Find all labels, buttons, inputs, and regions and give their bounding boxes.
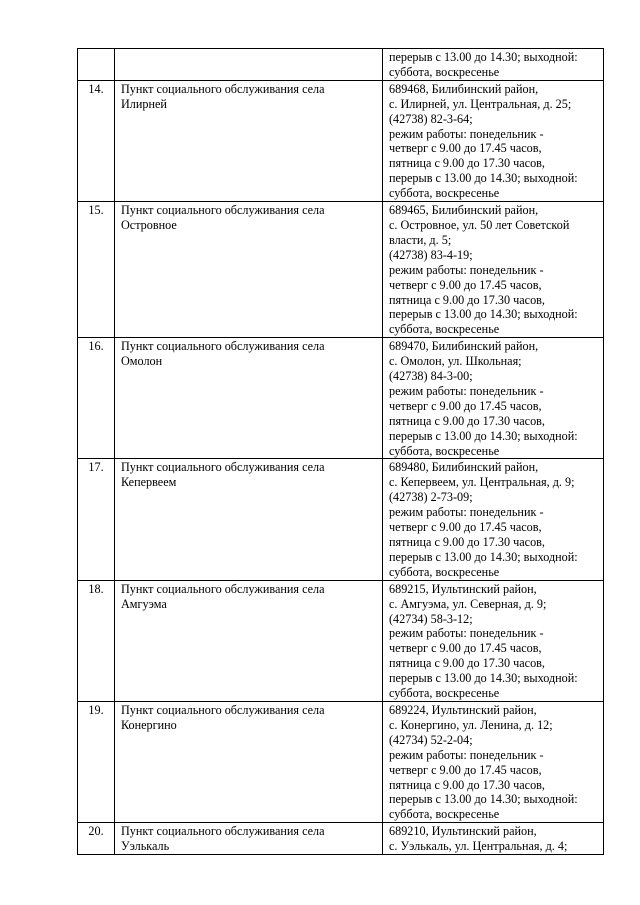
table-row [78,49,604,81]
address-schedule-line: (42738) 82-3-64; [389,111,473,126]
address-schedule-line: с. Островное, ул. 50 лет Советской [389,217,570,232]
facility-name-cell [115,823,383,855]
address-schedule-line: (42738) 84-3-00; [389,369,473,384]
address-schedule-line: (42734) 52-2-04; [389,732,473,747]
address-schedule-line: 689480, Билибинский район, [389,460,539,475]
address-schedule-cell [383,202,604,338]
address-schedule-line: 689470, Билибинский район, [389,339,539,354]
facility-name-line: Амгуэма [121,596,167,611]
facility-name-cell [115,701,383,822]
address-schedule-line: суббота, воскресенье [389,186,500,201]
address-schedule-line: четверг с 9.00 до 17.45 часов, [389,641,542,656]
facility-name-line: Пункт социального обслуживания села [121,203,325,218]
facility-name-line: Пункт социального обслуживания села [121,81,325,96]
facility-name-cell [115,49,383,81]
address-schedule-line: режим работы: понедельник - [389,747,544,762]
row-number: 15. [78,202,115,338]
address-schedule-line: четверг с 9.00 до 17.45 часов, [389,277,542,292]
address-schedule-line: с. Илирней, ул. Центральная, д. 25; [389,96,572,111]
facility-name-line: Уэлькаль [121,839,170,854]
facility-name-cell [115,202,383,338]
facility-name-line: Пункт социального обслуживания села [121,460,325,475]
address-schedule-line: режим работы: понедельник - [389,626,544,641]
address-schedule-cell [383,701,604,822]
address-schedule-line: суббота, воскресенье [389,443,500,458]
address-schedule-line: (42738) 83-4-19; [389,247,473,262]
row-number: 18. [78,580,115,701]
address-schedule-line: 689468, Билибинский район, [389,81,539,96]
address-schedule-line: суббота, воскресенье [389,322,500,337]
facility-name-line: Островное [121,217,177,232]
address-schedule-line: режим работы: понедельник - [389,262,544,277]
facility-name-line: Пункт социального обслуживания села [121,824,325,839]
address-schedule-cell [383,338,604,459]
address-schedule-line: перерыв с 13.00 до 14.30; выходной: [389,50,578,64]
address-schedule-line: перерыв с 13.00 до 14.30; выходной: [389,671,578,686]
address-schedule-line: с. Амгуэма, ул. Северная, д. 9; [389,596,547,611]
address-schedule-line: пятница с 9.00 до 17.30 часов, [389,777,545,792]
table-row [78,338,604,459]
address-schedule-line: пятница с 9.00 до 17.30 часов, [389,156,545,171]
address-schedule-line: четверг с 9.00 до 17.45 часов, [389,141,542,156]
row-number: 19. [78,701,115,822]
row-number: 20. [78,823,115,855]
address-schedule-line: 689465, Билибинский район, [389,203,539,218]
address-schedule-line: перерыв с 13.00 до 14.30; выходной: [389,792,578,807]
address-schedule-line: перерыв с 13.00 до 14.30; выходной: [389,549,578,564]
address-schedule-line: режим работы: понедельник - [389,505,544,520]
address-schedule-line: перерыв с 13.00 до 14.30; выходной: [389,307,578,322]
facility-name-line: Кепервеем [121,475,177,490]
address-schedule-line: 689224, Иультинский район, [389,702,537,717]
row-number: 14. [78,80,115,201]
address-schedule-line: с. Кепервеем, ул. Центральная, д. 9; [389,475,575,490]
address-schedule-line: пятница с 9.00 до 17.30 часов, [389,656,545,671]
row-number: 16. [78,338,115,459]
facility-name-line: Пункт социального обслуживания села [121,581,325,596]
facility-name-cell [115,459,383,580]
facility-name-cell [115,80,383,201]
facility-name-line: Илирней [121,96,167,111]
facility-name-line: Омолон [121,354,163,369]
facility-name-cell [115,580,383,701]
address-schedule-line: 689215, Иультинский район, [389,581,537,596]
address-schedule-line: суббота, воскресенье [389,64,500,79]
address-schedule-cell [383,49,604,81]
address-schedule-line: перерыв с 13.00 до 14.30; выходной: [389,428,578,443]
facility-name-cell [115,338,383,459]
address-schedule-line: пятница с 9.00 до 17.30 часов, [389,292,545,307]
address-schedule-line: (42738) 2-73-09; [389,490,473,505]
address-schedule-line: четверг с 9.00 до 17.45 часов, [389,398,542,413]
address-schedule-line: четверг с 9.00 до 17.45 часов, [389,520,542,535]
address-schedule-line: власти, д. 5; [389,232,452,247]
table-row [78,701,604,822]
address-schedule-cell [383,459,604,580]
address-schedule-line: перерыв с 13.00 до 14.30; выходной: [389,171,578,186]
address-schedule-line: 689210, Иультинский район, [389,824,537,839]
address-schedule-line: пятница с 9.00 до 17.30 часов, [389,535,545,549]
facility-name-line: Конергино [121,717,177,732]
table-row [78,580,604,701]
facility-name-line: Пункт социального обслуживания села [121,339,325,354]
table-body [78,49,604,855]
address-schedule-line: суббота, воскресенье [389,686,500,701]
address-schedule-line: с. Омолон, ул. Школьная; [389,354,522,369]
address-schedule-cell [383,823,604,855]
table-row [78,202,604,338]
address-schedule-line: с. Конергино, ул. Ленина, д. 12; [389,717,553,732]
address-schedule-line: четверг с 9.00 до 17.45 часов, [389,762,542,777]
address-schedule-line: (42734) 58-3-12; [389,611,473,626]
row-number [78,49,115,81]
address-schedule-line: суббота, воскресенье [389,807,500,822]
table-row [78,823,604,855]
table-row [78,80,604,201]
address-schedule-line: пятница с 9.00 до 17.30 часов, [389,413,545,428]
address-schedule-line: режим работы: понедельник - [389,126,544,141]
facility-name-line: Пункт социального обслуживания села [121,702,325,717]
address-schedule-line: с. Уэлькаль, ул. Центральная, д. 4; [389,839,568,854]
address-schedule-cell [383,80,604,201]
address-schedule-line: суббота, воскресенье [389,564,500,579]
address-schedule-cell [383,580,604,701]
table-row [78,459,604,580]
service-points-table [77,48,604,855]
row-number: 17. [78,459,115,580]
address-schedule-line: режим работы: понедельник - [389,383,544,398]
